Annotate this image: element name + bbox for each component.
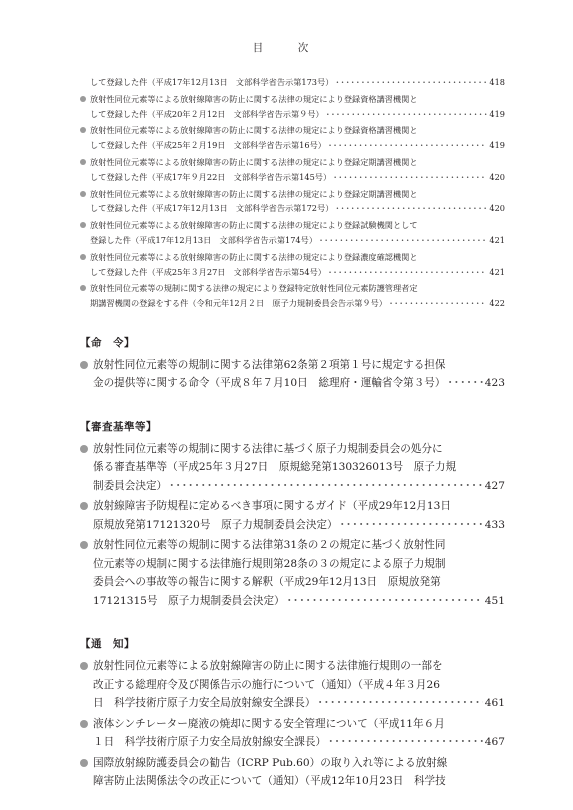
entry-last-line <box>93 374 505 393</box>
entry-text-line: して登録した件（平成25年２月19日 文部科学省告示第16号） <box>90 140 326 151</box>
leader-dots <box>335 75 487 90</box>
bullet-icon <box>80 96 86 102</box>
leader-dots <box>287 592 483 611</box>
entry-text-line: 放射性同位元素等による放射線障害の防止に関する法律の規定により登録試験機関として <box>90 220 418 231</box>
page-number: 419 <box>489 108 505 119</box>
page-number: 451 <box>484 594 505 607</box>
bullet-icon <box>80 254 86 260</box>
toc-entry[interactable] <box>80 187 505 217</box>
entry-text-line: 委員会への事故等の報告に関する解釈（平成29年12月13日 原規放発第 <box>93 576 441 589</box>
entry-last-line <box>93 477 505 496</box>
leader-dots <box>333 170 487 185</box>
entry-text-line: 放射性同位元素等による放射線障害の防止に関する法律の規定により登録定期講習機関と <box>90 188 418 199</box>
entry-text-line: 障害防止法関係法令の改正について（通知）（平成12年10月23日 科学技 <box>93 775 446 788</box>
leader-dots <box>328 733 483 752</box>
entry-last-line <box>90 170 505 185</box>
entry-last-line <box>93 592 505 611</box>
bullet-icon <box>80 541 88 549</box>
toc-section <box>80 636 505 791</box>
entry-text-line: 17121315号 原子力規制委員会決定） <box>93 594 285 607</box>
entry-text-line: 登録した件（平成17年12月13日 文部科学省告示第174号） <box>90 234 318 245</box>
bullet-icon <box>80 159 86 165</box>
leader-dots <box>328 138 487 153</box>
toc-entry[interactable] <box>80 715 505 752</box>
page-number: 419 <box>489 140 505 151</box>
section-heading: 【審査基準等】 <box>80 420 157 433</box>
bullet-icon <box>80 759 88 767</box>
toc-section <box>80 419 505 611</box>
toc-section <box>80 335 505 393</box>
page-number: 427 <box>484 479 505 492</box>
entry-last-line <box>93 516 505 535</box>
entry-text-line: 国際放射線防護委員会の勧告（ICRP Pub.60）の取り入れ等による放射線 <box>93 756 448 769</box>
entry-text-line: 期講習機関の登録をする件（令和元年12月２日 原子力規制委員会告示第９号） <box>90 298 387 309</box>
toc-entry[interactable] <box>80 123 505 153</box>
page-number: 418 <box>489 77 505 87</box>
entry-text-line: して登録した件（平成17年９月22日 文部科学省告示第145号） <box>90 171 332 182</box>
leader-dots <box>169 477 483 496</box>
toc-entry[interactable] <box>80 536 505 610</box>
toc-entry[interactable] <box>80 92 505 122</box>
entry-text-line: 日 科学技術庁原子力安全局放射線安全課長） <box>93 697 316 710</box>
toc-entry[interactable] <box>80 281 505 311</box>
entry-text-line: １日 科学技術庁原子力安全局放射線安全課長） <box>93 736 327 749</box>
leader-dots <box>389 296 487 311</box>
entry-text-line: して登録した件（平成17年12月13日 文部科学省告示第172号） <box>90 203 334 214</box>
page-number: 467 <box>484 736 505 749</box>
entry-text-line: 放射性同位元素等の規制に関する法律第62条第２項第１号に規定する担保 <box>93 358 446 371</box>
entry-text-line: 放射性同位元素等による放射線障害の防止に関する法律の規定により登録濃度確認機関と <box>90 251 418 262</box>
bullet-icon <box>80 361 88 369</box>
entry-text-line: 放射性同位元素等の規制に関する法律の規定により登録特定放射性同位元素防護管理者定 <box>90 283 418 294</box>
toc-entry[interactable] <box>80 356 505 393</box>
entry-text-line: して登録した件（平成17年12月13日 文部科学省告示第173号） <box>90 77 334 87</box>
page-title: 目 次 <box>252 42 321 54</box>
entry-text-line: 放射性同位元素等による放射線障害の防止に関する法律の規定により登録資格講習機関と <box>90 125 418 136</box>
page-number: 422 <box>489 298 505 309</box>
entry-text-line: して登録した件（平成25年３月27日 文部科学省告示第54号） <box>90 266 326 277</box>
entry-last-line <box>90 233 505 248</box>
entry-text-line: 放射線障害予防規程に定めるべき事項に関するガイド（平成29年12月13日 <box>93 500 451 513</box>
entry-last-line <box>90 107 505 122</box>
entry-last-line <box>90 138 505 153</box>
toc-entry[interactable] <box>80 218 505 248</box>
leader-dots <box>328 265 487 280</box>
toc-entry-continued <box>80 75 505 90</box>
toc-sections <box>80 335 505 791</box>
bullet-icon <box>80 285 86 291</box>
toc-entry[interactable] <box>80 754 505 791</box>
section-heading: 【通 知】 <box>80 638 135 651</box>
entry-last-line <box>90 75 505 90</box>
leader-dots <box>335 201 487 216</box>
toc-body <box>80 75 505 793</box>
leader-dots <box>326 107 488 122</box>
entry-text-line: 放射性同位元素等の規制に関する法律に基づく原子力規制委員会の処分に <box>93 442 443 455</box>
entry-last-line <box>90 201 505 216</box>
entry-last-line <box>90 296 505 311</box>
bullet-icon <box>80 502 88 510</box>
entry-text-line: 金の提供等に関する命令（平成８年７月10日 総理府・運輸省令第３号） <box>93 377 446 390</box>
entry-last-line <box>93 694 505 713</box>
page-number: 461 <box>484 697 505 710</box>
entry-text-line: 位元素等の規制に関する法律施行規則第28条の３の規定による原子力規制 <box>93 557 446 570</box>
entry-text-line: 原規放発第17121320号 原子力規制委員会決定） <box>93 518 338 531</box>
entry-text-line: して登録した件（平成20年２月12日 文部科学省告示第９号） <box>90 108 324 119</box>
page-number: 421 <box>489 234 505 245</box>
bullet-icon <box>80 662 88 670</box>
entry-text-line: 放射性同位元素等の規制に関する法律第31条の２の規定に基づく放射性同 <box>93 539 446 552</box>
leader-dots <box>317 694 482 713</box>
bullet-icon <box>80 445 88 453</box>
entry-text-line: 放射性同位元素等による放射線障害の防止に関する法律の規定により登録定期講習機関と <box>90 156 418 167</box>
section-heading: 【命 令】 <box>80 336 135 349</box>
toc-entries-notices <box>80 92 505 311</box>
entry-text-line: 液体シンチレーター廃液の焼却に関する安全管理について（平成11年６月 <box>93 717 445 730</box>
entry-text-line: 放射性同位元素等による放射線障害の防止に関する法律施行規則の一部を <box>93 660 443 673</box>
bullet-icon <box>80 222 86 228</box>
page-number: 433 <box>484 518 505 531</box>
leader-dots <box>319 233 487 248</box>
toc-entry[interactable] <box>80 250 505 280</box>
entry-text-line: 放射性同位元素等による放射線障害の防止に関する法律の規定により登録資格講習機関と <box>90 93 418 104</box>
entry-last-line <box>93 733 505 752</box>
toc-entry[interactable] <box>80 497 505 534</box>
page-number: 420 <box>489 171 505 182</box>
entry-text-line: 制委員会決定） <box>93 479 168 492</box>
toc-entry[interactable] <box>80 657 505 713</box>
bullet-icon <box>80 127 86 133</box>
entry-text-line: 係る審査基準等（平成25年３月27日 原規総発第130326013号 原子力規 <box>93 461 457 474</box>
toc-entry[interactable] <box>80 440 505 496</box>
leader-dots <box>447 374 482 393</box>
toc-entry[interactable] <box>80 155 505 185</box>
page-number: 421 <box>489 266 505 277</box>
page-number: 423 <box>484 377 505 390</box>
page-number: 420 <box>489 203 505 214</box>
entry-text-line: 改正する総理府令及び関係告示の施行について（通知）（平成４年３月26 <box>93 678 440 691</box>
bullet-icon <box>80 720 88 728</box>
bullet-icon <box>80 191 86 197</box>
entry-last-line <box>90 265 505 280</box>
leader-dots <box>340 516 483 535</box>
